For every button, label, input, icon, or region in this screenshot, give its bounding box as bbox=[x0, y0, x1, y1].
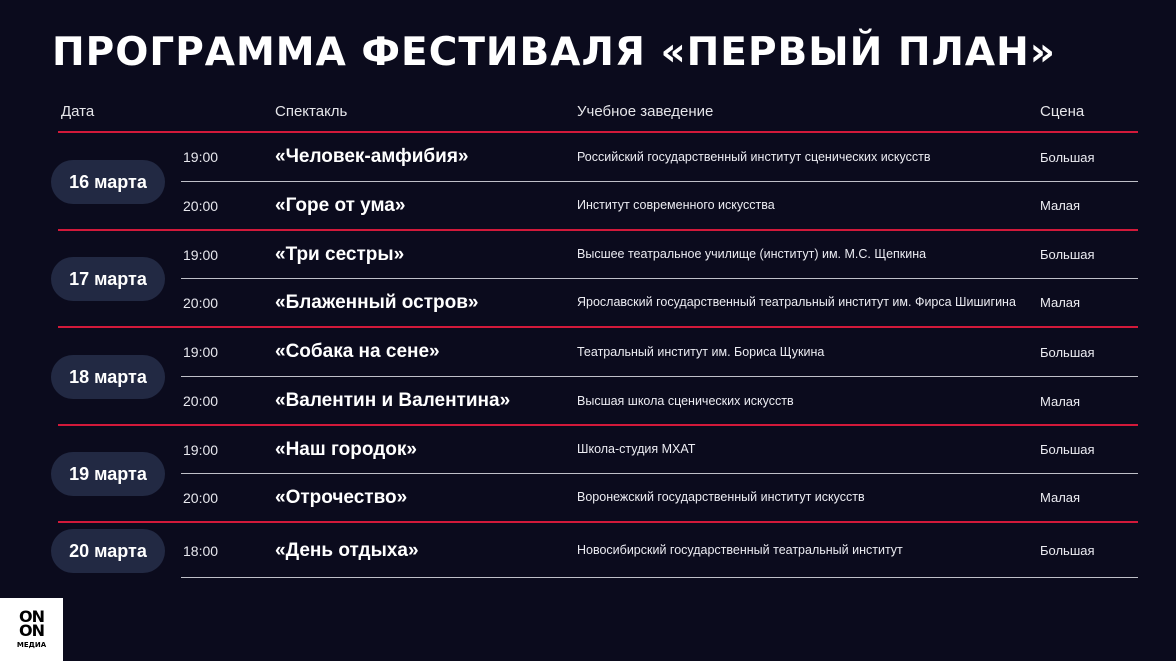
institution-cell: Высшее театральное училище (институт) им. М.С. Щепкина bbox=[577, 247, 927, 261]
table-row bbox=[0, 426, 1176, 473]
onmedia-logo: ON ON МЕДИА bbox=[0, 598, 63, 661]
stage-cell: Большая bbox=[1040, 344, 1095, 360]
table-row bbox=[0, 231, 1176, 278]
stage-cell: Большая bbox=[1040, 247, 1095, 262]
stage-cell: Большая bbox=[1040, 543, 1095, 558]
institution-cell: Российский государственный институт сценических искусств bbox=[577, 149, 931, 164]
table-row bbox=[0, 523, 1176, 578]
table-row bbox=[0, 279, 1176, 326]
play-cell: «Горе от ума» bbox=[275, 194, 406, 216]
institution-cell: Институт современного искусства bbox=[577, 198, 775, 212]
institution-cell: Высшая школа сценических искусств bbox=[577, 393, 794, 408]
table-row bbox=[0, 474, 1176, 521]
date-pill: 18 марта bbox=[51, 355, 165, 399]
play-cell: «Наш городок» bbox=[275, 438, 417, 460]
time-cell: 20:00 bbox=[183, 294, 219, 311]
play-cell: «Валентин и Валентина» bbox=[275, 390, 511, 411]
time-cell: 19:00 bbox=[183, 149, 219, 165]
header-play: Спектакль bbox=[275, 103, 348, 120]
table-row bbox=[0, 182, 1176, 229]
play-cell: «Человек-амфибия» bbox=[275, 146, 469, 167]
row-divider bbox=[181, 577, 1138, 578]
header-stage: Сцена bbox=[1040, 103, 1085, 120]
time-cell: 20:00 bbox=[183, 393, 219, 409]
time-cell: 18:00 bbox=[183, 542, 219, 559]
stage-cell: Малая bbox=[1040, 295, 1081, 310]
stage-cell: Малая bbox=[1040, 393, 1081, 409]
time-cell: 20:00 bbox=[183, 197, 219, 214]
time-cell: 20:00 bbox=[183, 489, 219, 506]
play-cell: «Блаженный остров» bbox=[275, 291, 479, 313]
date-pill: 20 марта bbox=[51, 529, 165, 573]
play-cell: «День отдыха» bbox=[275, 539, 419, 561]
date-pill: 16 марта bbox=[51, 160, 165, 204]
institution-cell: Воронежский государственный институт искусств bbox=[577, 490, 865, 504]
stage-cell: Большая bbox=[1040, 442, 1095, 457]
header-institution: Учебное заведение bbox=[577, 103, 714, 120]
time-cell: 19:00 bbox=[183, 246, 219, 263]
page-title: ПРОГРАММА ФЕСТИВАЛЯ «ПЕРВЫЙ ПЛАН» bbox=[52, 30, 1056, 75]
date-pill: 17 марта bbox=[51, 257, 165, 301]
institution-cell: Театральный институт им. Бориса Щукина bbox=[577, 344, 825, 359]
header-date: Дата bbox=[61, 103, 95, 120]
institution-cell: Ярославский государственный театральный институт им. Фирса Шишигина bbox=[577, 295, 1016, 309]
institution-cell: Новосибирский государственный театральный институт bbox=[577, 543, 903, 557]
time-cell: 19:00 bbox=[183, 344, 219, 360]
stage-cell: Малая bbox=[1040, 490, 1081, 505]
table-row bbox=[0, 328, 1176, 376]
play-cell: «Три сестры» bbox=[275, 243, 405, 265]
stage-cell: Большая bbox=[1040, 149, 1095, 165]
play-cell: «Отрочество» bbox=[275, 486, 408, 508]
time-cell: 19:00 bbox=[183, 441, 219, 458]
institution-cell: Школа-студия МХАТ bbox=[577, 442, 696, 456]
table-row bbox=[0, 133, 1176, 181]
date-pill: 19 марта bbox=[51, 452, 165, 496]
play-cell: «Собака на сене» bbox=[275, 341, 440, 362]
stage-cell: Малая bbox=[1040, 198, 1081, 213]
table-row bbox=[0, 377, 1176, 425]
